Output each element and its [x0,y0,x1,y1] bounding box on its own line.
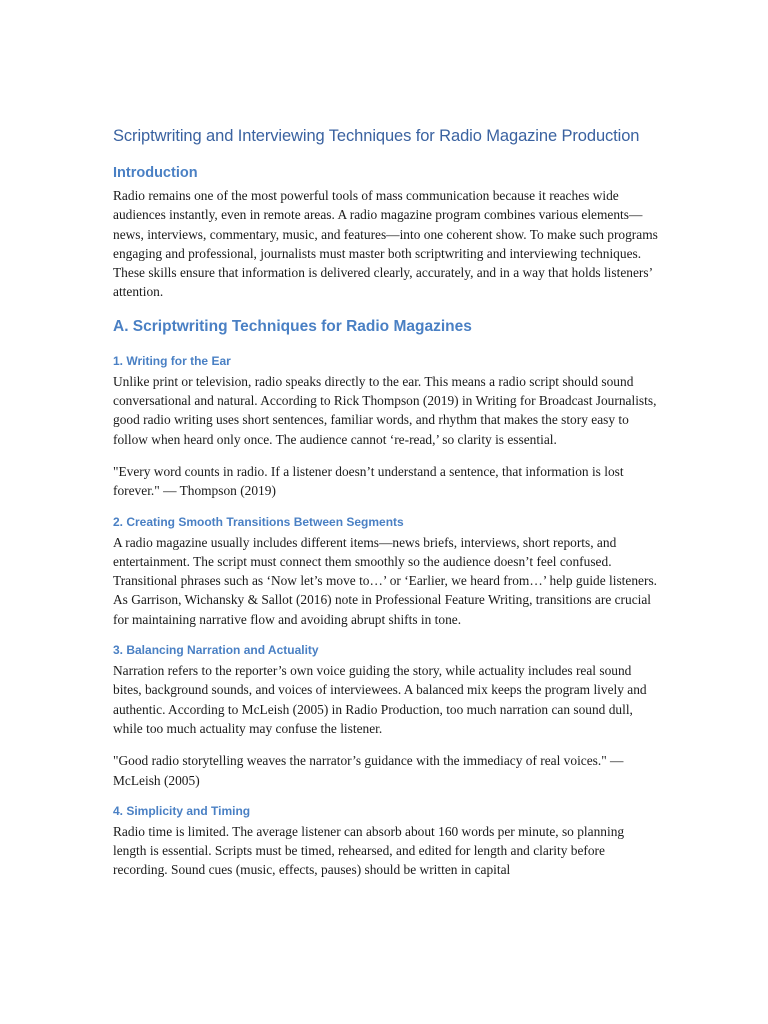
subsection-1-heading: 1. Writing for the Ear [113,353,231,368]
introduction-paragraph: Radio remains one of the most powerful tools of mass communication because it reaches wide audiences instantly, even in remote areas. A radio magazine program combines various elements—news, interviews, commentary, music, and features—into one coherent show. To make such programs engaging and professional, journalists must master both scriptwriting and interviewing techniques. These skills ensure that information is delivered clearly, accurately, and in a way that holds listeners’ attention. [113,188,658,300]
subsection-2-paragraph: A radio magazine usually includes different items—news briefs, interviews, short reports, and entertainment. The script must connect them smoothly so the audience doesn’t feel confused. Transitional phrases such as ‘Now let’s move to…’ or ‘Earlier, we heard from…’ help guide listeners. As Garrison, Wichansky & Sallot (2016) note in Professional Feature Writing, transitions are crucial for maintaining narrative flow and avoiding abrupt shifts in tone. [113,534,657,627]
document-title: Scriptwriting and Interviewing Techniques for Radio Magazine Production [113,127,640,145]
introduction-heading: Introduction [113,165,198,181]
subsection-1-paragraph: Unlike print or television, radio speaks directly to the ear. This means a radio script should sound conversational and natural. According to Rick Thompson (2019) in Writing for Broadcast Journalists, good radio writing uses short sentences, familiar words, and rhythm that makes the story easy to follow when heard only once. The audience cannot ‘re-read,’ so clarity is essential. [113,373,657,447]
document-body [113,125,658,880]
subsection-3-quote: "Good radio storytelling weaves the narrator’s guidance with the immediacy of real voices." — McLeish (2005) [113,753,624,788]
subsection-2-heading: 2. Creating Smooth Transitions Between Segments [113,514,404,529]
subsection-4-heading: 4. Simplicity and Timing [113,803,251,818]
subsection-1-quote: "Every word counts in radio. If a listener doesn’t understand a sentence, that information is lost forever." — Thompson (2019) [113,463,624,499]
subsection-4-paragraph: Radio time is limited. The average listener can absorb about 160 words per minute, so planning length is essential. Scripts must be timed, rehearsed, and edited for length and clarity before recording. Sound cues (music, effects, pauses) should be written in capital [113,823,625,878]
section-a-heading: A. Scriptwriting Techniques for Radio Magazines [113,317,472,335]
subsection-3-heading: 3. Balancing Narration and Actuality [113,643,319,658]
subsection-3-paragraph: Narration refers to the reporter’s own voice guiding the story, while actuality includes real sound bites, background sounds, and voices of interviewees. A balanced mix keeps the program lively and authentic. According to McLeish (2005) in Radio Production, too much narration can sound dull, while too much actuality may confuse the listener. [113,663,647,736]
